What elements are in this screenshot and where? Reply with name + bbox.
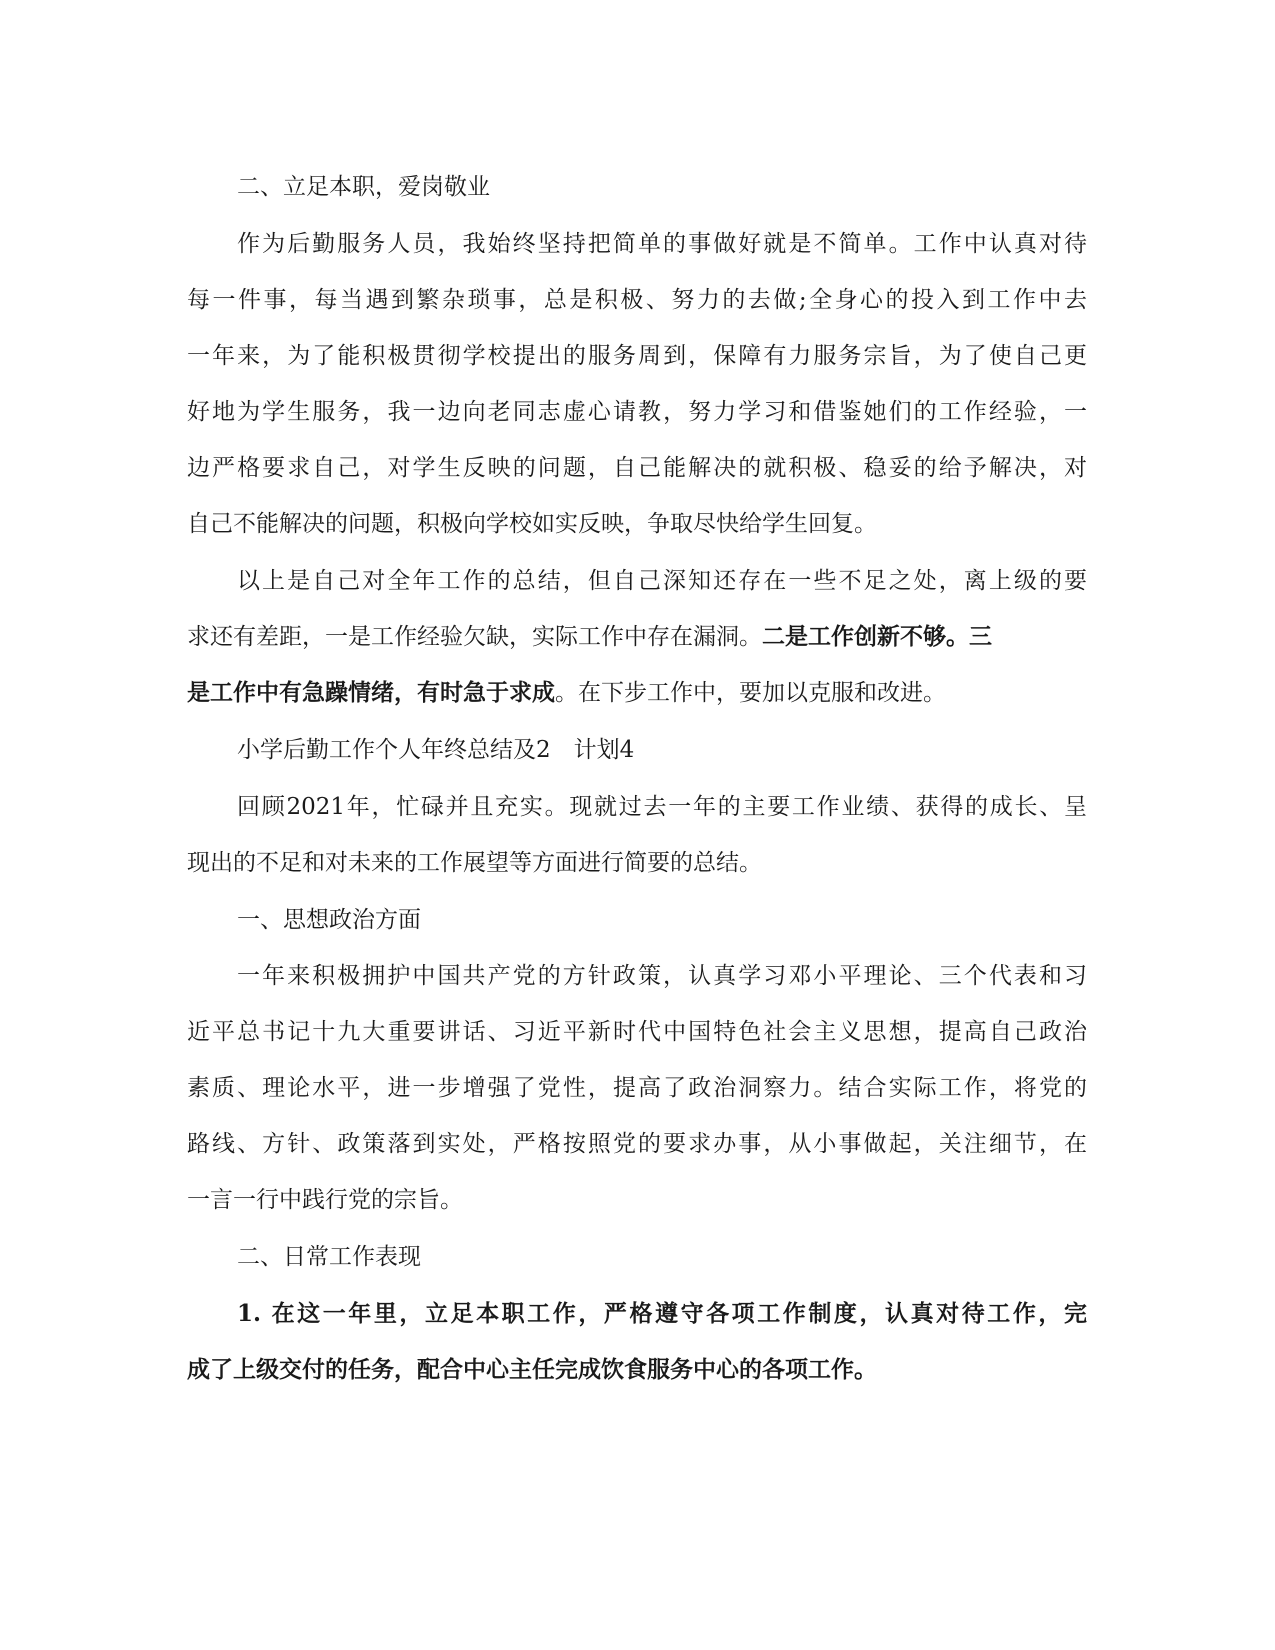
- paragraph-line: 成了上级交付的任务，配合中心主任完成饮食服务中心的各项工作。: [187, 1356, 877, 1383]
- section-heading: 二、日常工作表现: [237, 1244, 421, 1270]
- paragraph-line: 自己不能解决的问题，积极向学校如实反映，争取尽快给学生回复。: [187, 511, 877, 537]
- paragraph-line: 好地为学生服务，我一边向老同志虚心请教，努力学习和借鉴她们的工作经验，一: [187, 399, 1087, 425]
- section-heading: 二、立足本职，爱岗敬业: [237, 174, 490, 200]
- paragraph-line: 现出的不足和对未来的工作展望等方面进行简要的总结。: [187, 850, 762, 876]
- paragraph-line: [187, 678, 1087, 708]
- paragraph-line: 近平总书记十九大重要讲话、习近平新时代中国特色社会主义思想，提高自己政治: [187, 1019, 1087, 1045]
- text-run: 。在下步工作中，要加以克服和改进。: [555, 680, 946, 706]
- paragraph-line: 每一件事，每当遇到繁杂琐事，总是积极、努力的去做;全身心的投入到工作中去: [187, 287, 1087, 313]
- paragraph-line: 边严格要求自己，对学生反映的问题，自己能解决的就积极、稳妥的给予解决，对: [187, 455, 1087, 481]
- paragraph-line: 一年来积极拥护中国共产党的方针政策，认真学习邓小平理论、三个代表和习: [237, 963, 1087, 989]
- bold-text-run: 是工作中有急躁情绪，有时急于求成: [187, 679, 555, 706]
- paragraph-line: 一年来，为了能积极贯彻学校提出的服务周到，保障有力服务宗旨，为了使自己更: [187, 343, 1087, 369]
- paragraph-line: 一言一行中践行党的宗旨。: [187, 1187, 463, 1213]
- paragraph-line: 以上是自己对全年工作的总结，但自己深知还存在一些不足之处，离上级的要: [237, 568, 1087, 594]
- text-run: 求还有差距，一是工作经验欠缺，实际工作中存在漏洞。: [187, 624, 762, 650]
- section-heading: 小学后勤工作个人年终总结及2 计划4: [237, 737, 635, 763]
- paragraph-line: [187, 622, 1087, 652]
- paragraph-line: 作为后勤服务人员，我始终坚持把简单的事做好就是不简单。工作中认真对待: [237, 231, 1087, 257]
- paragraph-line: 1. 在这一年里，立足本职工作，严格遵守各项工作制度，认真对待工作，完: [237, 1300, 1087, 1327]
- paragraph-line: 回顾2021年，忙碌并且充实。现就过去一年的主要工作业绩、获得的成长、呈: [237, 794, 1087, 820]
- section-heading: 一、思想政治方面: [237, 907, 421, 933]
- paragraph-line: 路线、方针、政策落到实处，严格按照党的要求办事，从小事做起，关注细节，在: [187, 1131, 1087, 1157]
- bold-text-run: 二是工作创新不够。三: [762, 623, 992, 650]
- paragraph-line: 素质、理论水平，进一步增强了党性，提高了政治洞察力。结合实际工作，将党的: [187, 1075, 1087, 1101]
